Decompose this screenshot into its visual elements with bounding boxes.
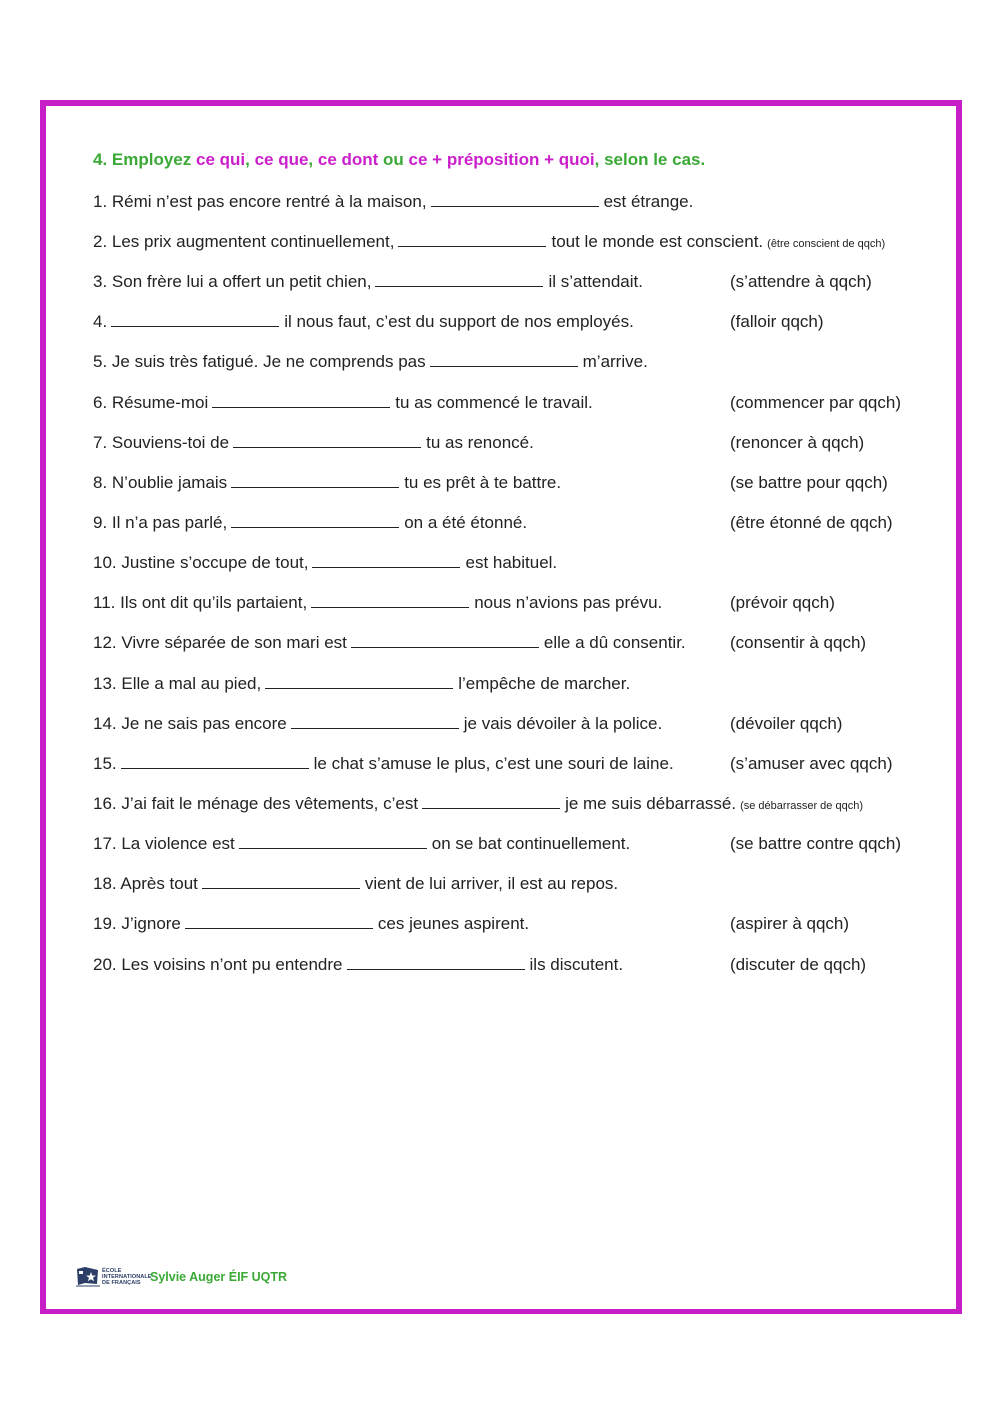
- verb-hint: (s’attendre à qqch): [730, 272, 872, 291]
- sentence-start: 15.: [93, 754, 117, 773]
- sentence-end: vient de lui arriver, il est au repos.: [364, 874, 619, 893]
- sentence-end: ces jeunes aspirent.: [377, 914, 530, 933]
- exercise-row: [93, 471, 953, 495]
- answer-blank[interactable]: [111, 310, 279, 327]
- sentence-start: 11. Ils ont dit qu’ils partaient,: [93, 593, 308, 612]
- answer-blank[interactable]: [231, 471, 399, 488]
- exercise-row: [93, 270, 953, 294]
- sentence-end: m’arrive.: [582, 352, 648, 371]
- verb-hint: (être conscient de qqch): [767, 238, 886, 250]
- instruction-part: ce dont: [317, 150, 379, 169]
- verb-hint: (aspirer à qqch): [730, 914, 850, 933]
- answer-blank[interactable]: [430, 350, 578, 367]
- exercise-row: [93, 912, 953, 936]
- sentence-start: 18. Après tout: [93, 874, 198, 893]
- answer-blank[interactable]: [312, 551, 460, 568]
- instruction-part: ou: [378, 150, 409, 169]
- sentence-end: tu as renoncé.: [426, 433, 534, 452]
- exercise-row: [93, 631, 953, 655]
- sentence-end: on a été étonné.: [404, 513, 528, 532]
- verb-hint: (renoncer à qqch): [730, 433, 865, 452]
- exercise-row: [93, 190, 953, 214]
- instruction-part: ce que: [254, 150, 309, 169]
- sentence-start: 1. Rémi n’est pas encore rentré à la maison,: [93, 192, 427, 211]
- sentence-end: nous n’avions pas prévu.: [474, 593, 663, 612]
- answer-blank[interactable]: [185, 912, 373, 929]
- answer-blank[interactable]: [311, 591, 469, 608]
- sentence-end: il nous faut, c’est du support de nos employés.: [284, 312, 634, 331]
- sentence-start: 12. Vivre séparée de son mari est: [93, 633, 347, 652]
- exercise-row: [93, 712, 953, 736]
- exercise-row: [93, 350, 953, 374]
- answer-blank[interactable]: [265, 672, 453, 689]
- sentence-end: ils discutent.: [529, 955, 624, 974]
- answer-blank[interactable]: [375, 270, 543, 287]
- logo-text: ÉCOLE INTERNATIONALE DE FRANÇAIS: [102, 1268, 152, 1286]
- verb-hint: (falloir qqch): [730, 312, 824, 331]
- verb-hint: (se battre pour qqch): [730, 473, 888, 492]
- verb-hint: (dévoiler qqch): [730, 714, 843, 733]
- instruction-part: ,: [308, 150, 318, 169]
- verb-hint: (commencer par qqch): [730, 393, 902, 412]
- sentence-start: 16. J’ai fait le ménage des vêtements, c’est: [93, 794, 419, 813]
- exercise-row: [93, 832, 953, 856]
- exercise-row: [93, 672, 953, 696]
- verb-hint: (être étonné de qqch): [730, 513, 893, 532]
- verb-hint: (consentir à qqch): [730, 633, 867, 652]
- sentence-start: 10. Justine s’occupe de tout,: [93, 553, 309, 572]
- answer-blank[interactable]: [347, 953, 525, 970]
- answer-blank[interactable]: [233, 431, 421, 448]
- verb-hint: (se débarrasser de qqch): [740, 800, 863, 812]
- exercise-row: [93, 310, 953, 334]
- exercise-row: [93, 551, 953, 575]
- flag-icon: [76, 1266, 100, 1288]
- sentence-start: 2. Les prix augmentent continuellement,: [93, 232, 395, 251]
- verb-hint: (s’amuser avec qqch): [730, 754, 893, 773]
- sentence-end: tu as commencé le travail.: [395, 393, 593, 412]
- sentence-end: l’empêche de marcher.: [458, 674, 631, 693]
- answer-blank[interactable]: [431, 190, 599, 207]
- sentence-end: est étrange.: [603, 192, 694, 211]
- sentence-start: 7. Souviens-toi de: [93, 433, 230, 452]
- verb-hint: (prévoir qqch): [730, 593, 835, 612]
- sentence-start: 17. La violence est: [93, 834, 235, 853]
- sentence-end: on se bat continuellement.: [431, 834, 631, 853]
- answer-blank[interactable]: [351, 631, 539, 648]
- instruction-part: ce + préposition + quoi: [408, 150, 595, 169]
- sentence-end: le chat s’amuse le plus, c’est une souri de laine.: [313, 754, 674, 773]
- sentence-end: tu es prêt à te battre.: [404, 473, 562, 492]
- sentence-start: 3. Son frère lui a offert un petit chien,: [93, 272, 372, 291]
- footer: [76, 1266, 287, 1288]
- exercise-row: [93, 230, 953, 254]
- sentence-start: 6. Résume-moi: [93, 393, 209, 412]
- answer-blank[interactable]: [291, 712, 459, 729]
- instruction-part: ,: [245, 150, 255, 169]
- sentence-start: 14. Je ne sais pas encore: [93, 714, 287, 733]
- answer-blank[interactable]: [202, 872, 360, 889]
- sentence-start: 4.: [93, 312, 108, 331]
- sentence-start: 19. J’ignore: [93, 914, 181, 933]
- sentence-end: elle a dû consentir.: [543, 633, 686, 652]
- exercise-row: [93, 591, 953, 615]
- school-logo: [76, 1266, 152, 1288]
- instruction-part: , selon le cas.: [594, 150, 706, 169]
- sentence-start: 13. Elle a mal au pied,: [93, 674, 262, 693]
- exercise-row: [93, 752, 953, 776]
- exercise-row: [93, 391, 953, 415]
- sentence-start: 20. Les voisins n’ont pu entendre: [93, 955, 343, 974]
- verb-hint: (discuter de qqch): [730, 955, 867, 974]
- sentence-end: tout le monde est conscient.: [551, 232, 764, 251]
- sentence-start: 5. Je suis très fatigué. Je ne comprends pas: [93, 352, 426, 371]
- author-credit: Sylvie Auger ÉIF UQTR: [150, 1270, 288, 1284]
- verb-hint: (se battre contre qqch): [730, 834, 902, 853]
- sentence-end: est habituel.: [465, 553, 558, 572]
- sentence-end: je me suis débarrassé.: [565, 794, 737, 813]
- answer-blank[interactable]: [239, 832, 427, 849]
- instruction-title: [93, 150, 705, 170]
- answer-blank[interactable]: [398, 230, 546, 247]
- answer-blank[interactable]: [212, 391, 390, 408]
- answer-blank[interactable]: [422, 792, 560, 809]
- sentence-start: 8. N’oublie jamais: [93, 473, 228, 492]
- instruction-part: ce qui: [195, 150, 246, 169]
- exercise-row: [93, 511, 953, 535]
- sentence-start: 9. Il n’a pas parlé,: [93, 513, 228, 532]
- instruction-part: 4. Employez: [93, 150, 196, 169]
- answer-blank[interactable]: [231, 511, 399, 528]
- exercise-row: [93, 792, 953, 816]
- sentence-end: il s’attendait.: [548, 272, 643, 291]
- exercise-row: [93, 953, 953, 977]
- answer-blank[interactable]: [121, 752, 309, 769]
- sentence-end: je vais dévoiler à la police.: [463, 714, 663, 733]
- exercise-row: [93, 872, 953, 896]
- exercise-row: [93, 431, 953, 455]
